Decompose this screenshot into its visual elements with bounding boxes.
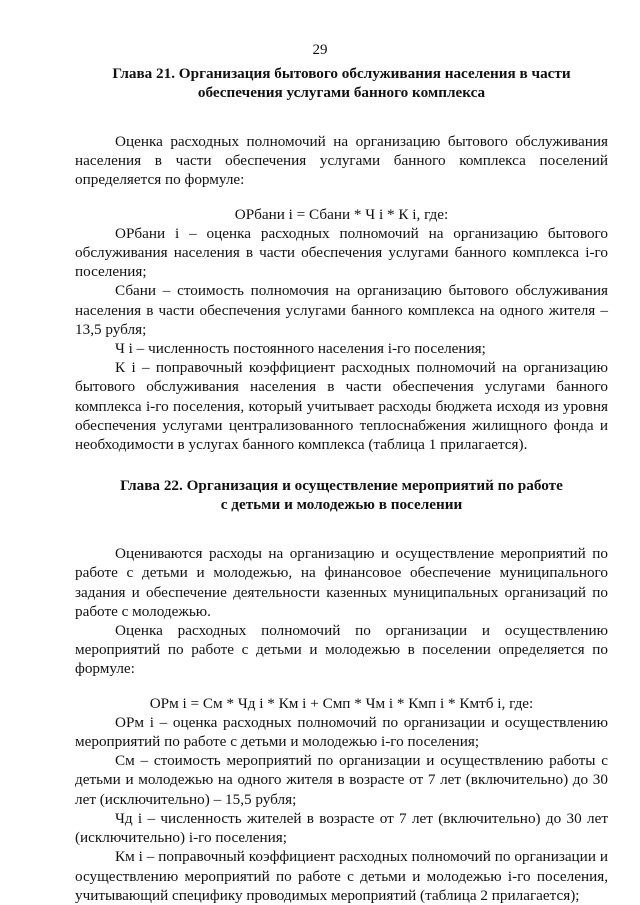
chapter-21-title [75,64,608,102]
chapter-21-title-line2: обеспечения услугами банного комплекса [197,84,486,101]
chapter-22-definition-2: См – стоимость мероприятий по организации и осуществлению работы с детьми и молодежью на одного жителя в возрасте от 7 лет (включительно) до 30 лет (исключительно) – 15,5 рубля; [75,752,608,808]
chapter-21-definition-4: К i – поправочный коэффициент расходных полномочий на организацию бытового обслуживания населения в части обеспечения услугами банного комплекса i-го поселения, который учитывает расходы бюджета исходя из уровня обеспечения услугами централизованного теплоснабжения жилищного фонда и необходимости в услугах банного комплекса (таблица 1 прилагается). [75,359,608,454]
chapter-21-formula: ОРбани i = Сбани * Ч i * К i, где: [234,205,449,223]
chapter-21-definition-1: ОРбани i – оценка расходных полномочий на организацию бытового обслуживания населения в части обеспечения услугами банного комплекса i-го поселения; [75,224,608,281]
chapter-22-definition-4: Км i – поправочный коэффициент расходных полномочий по организации и осуществлению мероприятий по работе с детьми и молодежью i-го поселения, учитывающий специфику проводимых мероприятий (таблица 2 прилагается); [75,848,608,904]
chapter-21-title-line1: Глава 21. Организация бытового обслуживания населения в части [112,65,571,82]
chapter-21-definition-3: Ч i – численность постоянного населения i-го поселения; [115,340,486,358]
chapter-22-title-line2: с детьми и молодежью в поселении [220,496,463,514]
chapter-21-intro: Оценка расходных полномочий на организацию бытового обслуживания населения в части обеспечения услугами банного комплекса поселений определяется по формуле: [75,133,608,189]
chapter-21 [75,64,608,454]
chapter-22-intro-2: Оценка расходных полномочий по организации и осуществлению мероприятий по работе с детьми и молодежью в поселении определяется по формуле: [75,622,608,678]
page-number: 29 [312,42,328,58]
chapter-22-title [75,476,608,514]
chapter-22 [75,476,608,905]
document-body [75,64,608,905]
chapter-22-formula: ОРм i = См * Чд i * Км i + Смп * Чм i * Кмп i * Кмтб i, где: [149,694,534,712]
chapter-22-intro-1: Оцениваются расходы на организацию и осуществление мероприятий по работе с детьми и молодежью, на финансовое обеспечение муниципального задания и обеспечение деятельности казенных муниципальных организаций по работе с молодежью. [75,545,608,620]
chapter-22-definition-3: Чд i – численность жителей в возрасте от 7 лет (включительно) до 30 лет (исключительно) i-го поселения; [75,809,608,847]
chapter-22-title-line1: Глава 22. Организация и осуществление мероприятий по работе [120,477,563,495]
chapter-22-definition-1: ОРм i – оценка расходных полномочий по организации и осуществлению мероприятий по работе с детьми и молодежью i-го поселения; [75,713,608,751]
chapter-21-definition-2: Сбани – стоимость полномочия на организацию бытового обслуживания населения в части обеспечения услугами банного комплекса на одного жителя – 13,5 рубля; [75,282,608,338]
